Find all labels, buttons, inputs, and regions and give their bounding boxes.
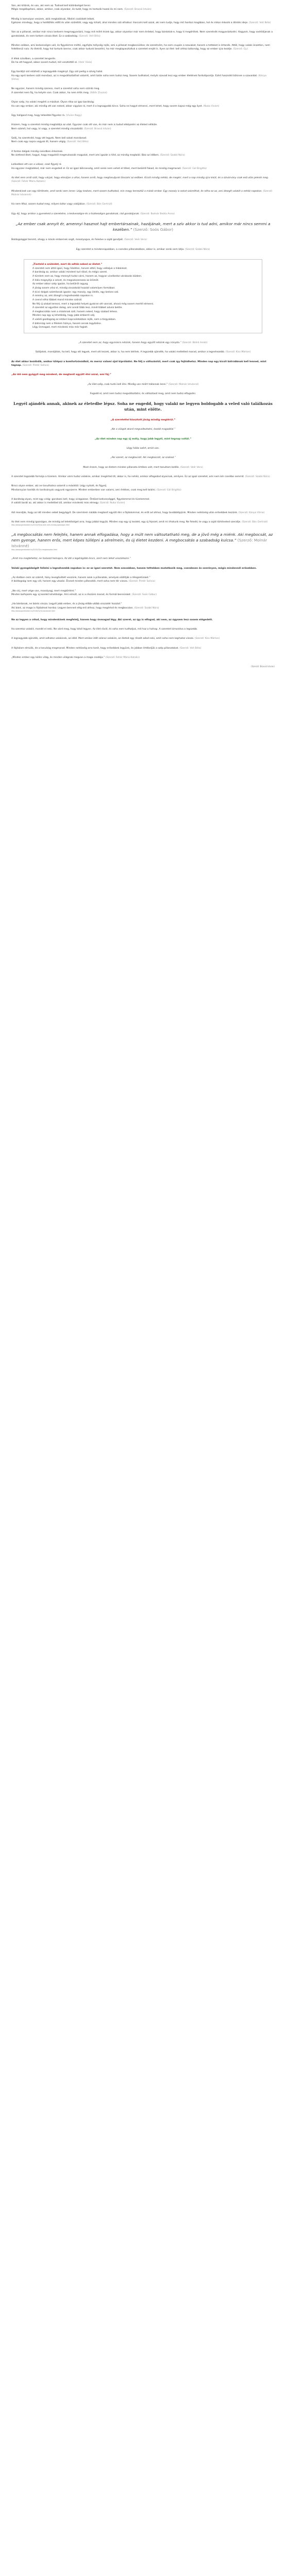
spacer (11, 377, 275, 383)
quote-body: http://www.gondolatok.hu/2014/05/az-elet-nem-mindig-igazsagos.html (11, 524, 70, 527)
quote-text (11, 488, 275, 492)
quote-text (11, 557, 275, 561)
quote-text (11, 163, 275, 166)
quote-text (11, 18, 275, 21)
quote-body: Szólj, ha szeretnéd, hogy ott legyek. Nem kell sokat mondanod. (11, 137, 87, 140)
spacer (11, 184, 275, 190)
quote-author: (Kánya Vilma) (11, 74, 267, 81)
quote-body: „Az élet szép, csak tudni kell élni. Mindig van miért hálásnak lenni.” (87, 383, 168, 386)
quote-body: Egy szeretet a mindennapokban, a csendes pillanatokban, akkor is, amikor senki sem látja. (76, 248, 184, 251)
quote-text (11, 21, 275, 25)
quote-text (11, 57, 275, 61)
quote-body: Olyan szép, ha valaki megérti a másikat. Olyan ritka az igaz barátság. (11, 101, 95, 104)
spacer (11, 386, 275, 392)
quote-body: Azt mondják, hogy az idő minden sebet begyógyít. De szerintem inkább megtanít együtt élni a fájdalommal, és erőt ad ahhoz, hogy továbblépjünk. Minden nehézség után erősebbek leszünk. (11, 511, 238, 514)
quote-text (11, 350, 275, 354)
spacer (11, 441, 275, 447)
spacer (11, 527, 275, 532)
page-signature: (Szerző: Brassó István) (251, 665, 275, 668)
spacer (11, 12, 275, 18)
quote-author: (Szerző: Soós Gábor) (133, 227, 174, 232)
quote-text (11, 140, 275, 144)
spacer (11, 396, 275, 401)
quote-body: Az élet nem arról szól, hogy várjuk, hogy elmúljon a vihar, hanem arról, hogy megtanuljunk táncolni az esőben. Kicsit mindig nehéz, de megéri, mert a nap mindig újra kisüt, és a szivárvány csak eső után jelenik meg. (11, 176, 269, 179)
spacer (11, 117, 275, 123)
quote-body: Az élet nem mindig igazságos, de mindig ad lehetőséget arra, hogy jobbá tegyük. Minden nap egy új kezdet, egy új fejezet, amit mi írhatunk meg. Ne feledd, te vagy a saját történeted szerzője. (11, 521, 241, 524)
spacer (11, 413, 275, 418)
box-quote: A kicsi dolgok számítanak igazán: egy mosoly, egy ölelés, egy kedves szó. (32, 291, 119, 294)
spacer (11, 432, 275, 437)
quote-author: (Szerző: Gál Brigitta) (156, 488, 181, 492)
spacer (11, 631, 275, 637)
box-quote: A csend néha többet mond minden szónál. (32, 298, 82, 301)
spacer (11, 622, 275, 628)
quote-body: „Az életben nem az számít, hány levegővételt veszünk, hanem azok a pillanatok, amelyek elállítják a lélegzetünket.” (11, 576, 150, 579)
quote-body: Valaki gyengédségét fellelni a legnehezebb napokon is: ez az igazi szeretet. Nem szavakban, hanem tettekben mutatkozik meg, csendesen és szerényen, mégis mindennél erősebben. (11, 567, 257, 570)
spacer (11, 171, 275, 176)
quote-author: (Szerző: Gál Brigitta) (182, 167, 207, 170)
spacer (11, 216, 275, 222)
quote-box (24, 259, 262, 333)
quote-body: Aki bánt, az maga is fájdalmat hordoz. Legyen benned elég erő ahhoz, hogy megértsd és megbocsáss. (11, 606, 133, 609)
quote-text (11, 114, 275, 117)
quote-text (11, 576, 275, 580)
quote-text (11, 44, 275, 52)
quote-body: „Minden ember egy külön világ, és minden világnak megvan a maga csodája.” (11, 656, 105, 659)
quote-body: „Az élet minden nap egy új esély, hogy jobb legyél, mint tegnap voltál.” (94, 437, 192, 440)
spacer (11, 492, 275, 498)
spacer (11, 335, 275, 341)
quote-body: De ha ott hagyod, akkor sosem tudod, mit vesztettél el. (11, 61, 78, 64)
spacer (11, 25, 275, 30)
quote-body: Nincs olyan ember, aki ne tanulhatna valamit a másiktól. Légy nyitott, és figyelj. (11, 485, 107, 488)
quote-text (11, 647, 275, 650)
quote-body: Úgy hallgasd meg, hogy lelkeddel figyelsz rá. (11, 114, 65, 117)
spacer (11, 460, 275, 466)
quote-text (11, 580, 275, 583)
quote-text (11, 567, 275, 570)
quote-body: Ne az legyen a célod, hogy mindenkinek megfelelj, hanem hogy önmagad légy. Aki szeret, az így is elfogad, aki nem, az úgysem lesz sosem elégedett. (11, 618, 213, 621)
spacer (11, 505, 275, 511)
spacer (11, 584, 275, 589)
box-quote: A szeretet nem attól igazi, hogy hibátlan, hanem attól, hogy vállaljuk a hibáinkat. (32, 267, 127, 270)
spacer (11, 81, 275, 87)
quote-body: A valódi barát az, aki akkor is melletted áll, amikor mindenki más elmegy. (11, 502, 99, 505)
quote-body: A barátság olyan, mint egy virág: gondozni kell, hogy virágozzon. Öntözd kedvességgel, figyelemmel és türelemmel. (11, 498, 150, 501)
quote-text (11, 466, 275, 469)
quote-author: (Szerző: Gy.) (233, 48, 248, 51)
quote-text (11, 8, 275, 11)
spacer (11, 450, 275, 456)
quote-body: A szeretet nem fáj, ha helyén van. Csak akkor, ha nem értik meg. (11, 91, 90, 94)
quote-author: (Szerző: Bálint Anikó) (182, 342, 208, 345)
quote-author: (Szerző: Veit Béla) (78, 35, 100, 38)
quote-text (11, 532, 275, 549)
spacer (11, 641, 275, 647)
quote-text (11, 105, 275, 108)
quote-text (11, 373, 275, 377)
spacer (11, 345, 275, 350)
spacer (11, 469, 275, 475)
quote-author: (Szerző: Nuka Vivien) (99, 502, 125, 505)
quote-author: (Szerző: Szabó Nóra) (134, 606, 159, 609)
quote-text (11, 418, 275, 422)
spacer (11, 52, 275, 57)
quote-body: Ha van egy ember, aki mindig ott van neked, akkor vigyázz rá, mert ő a legnagyobb kincs. Soha ne hagyd elmenni, mert lehet, hogy sosem kapsz még egy ilyet. (11, 105, 203, 108)
box-quote: Az ember akkor szép igazán, ha belülről ragyog. (32, 283, 89, 286)
spacer (11, 131, 275, 137)
quote-text (11, 202, 275, 206)
spacer (11, 613, 275, 618)
quote-text (11, 222, 275, 232)
quote-text (11, 74, 275, 82)
quote-author: (Szerző: Fehér Mária Katalin) (11, 180, 46, 183)
quote-text (11, 501, 275, 505)
quote-text (11, 137, 275, 140)
spacer (11, 422, 275, 428)
spacer (11, 659, 275, 665)
quote-page (0, 0, 286, 681)
quote-body: Hiszem, hogy a szeretet mindig megtalálja az utat. Egyszer csak ott van, és már nem is tudod elképzelni az életed nélküle. (11, 124, 158, 127)
quote-body: Lelkedben ott van a válasz, csak figyelj rá. (11, 163, 62, 166)
quote-author: (Veér Viola) (78, 61, 92, 64)
quote-body: Ha szeretsz valakit, mondd el neki. Ne várd meg, hogy késő legyen. Az élet rövid, és soha nem tudhatjuk, mit hoz a holnap. A szeretet kimondva a legszebb. (11, 628, 198, 631)
quote-body: Szóljatok, mondjátok, ha kell, hogy ott legyek, mert ott leszek, akkor is, ha nem kéritek. A legszebb ajándék, ha valaki melletted marad, amikor a legnehezebb. (35, 351, 225, 354)
quote-author: (Szerző: Bodnár Beáta Anna) (140, 212, 175, 215)
quote-author: (Szerző: Molnár Istvánné) (11, 190, 273, 196)
quote-text (11, 628, 275, 631)
quote-text (11, 360, 275, 368)
box-quote: A megbocsátás nem a másiknak szól, hanem neked, hogy szabad lehess. (32, 310, 118, 313)
quote-body: Légy hálás azért, amid van. (126, 447, 160, 450)
quote-text (11, 392, 275, 396)
quote-body: Ha egy apró kedves szót mondasz, az is megváltoztathat valamit, amit talán soha nem tudsz meg. Sosem tudhatod, melyik szavad lesz egy ember életének fordulópontja. Ezért használd bölcsen a szavaidat. (11, 74, 258, 77)
quote-author: (Szerző: Veit Béla) (179, 647, 201, 650)
quote-author: (Szerző: Szabó Nóra) (160, 154, 185, 157)
quote-text (11, 154, 275, 157)
quote-author: (Szerző: Brassó István) (83, 127, 111, 130)
quote-body: Most érzem, hogy az életem minden pillanata értékes volt, mert tanultam belőle. (83, 466, 180, 469)
quote-author: (Szerző: Molnár Istvánné) (11, 537, 267, 548)
quote-text (11, 606, 275, 610)
quote-body: A szeretet legszebb formája a türelem. Amikor várni tudsz valakire, amikor megérted őt, akkor is, ha nehéz, amikor elfogadod olyannak, amilyen. Ez az igazi szeretet, ami nem kér cserébe semmit. (11, 475, 245, 478)
spacer (11, 597, 275, 602)
spacer (11, 561, 275, 567)
quote-text (11, 176, 275, 184)
quote-text (11, 91, 275, 95)
quote-author: (Szerző: Molnár Istvánné) (169, 383, 199, 386)
quote-body: Ne egyszer, hanem mindig szeress, mert a szeretet soha nem szűnik meg. (11, 88, 100, 91)
quote-body: Az élet akkor kezdődik, amikor kilépsz a komfortzónádból, és mersz valami újat kipróbálni. Ne félj a változástól, mert csak így fejlődhetsz. Minden nap egy kicsit bátrabbnak kell lenned, mint tegnap. (11, 360, 266, 367)
quote-body: „Az idő nem gyógyít meg mindent, de megtanít együtt élni azzal, ami fáj.” (11, 374, 111, 377)
quote-text (11, 484, 275, 488)
spacer (11, 108, 275, 114)
quote-body: „Ne a vilagot akard megvaltoztatni, kezdd magaddal.” (110, 428, 176, 431)
quote-body: Fogadd el, amit nem tudsz megváltoztatni, és változtasd meg, amit nem tudsz elfogadni. (90, 393, 196, 396)
quote-author: (Szerző: Veér Vera) (180, 466, 203, 469)
quote-author: (Szerző: Szabó Nóra) (185, 248, 210, 251)
quote-body: „Ne sírj, mert vége van, mosolyogj, mert megtörtént.” (11, 589, 76, 592)
quote-author: (Szerző: Fehér Mária Katalin) (105, 656, 140, 659)
quote-body: Egy barátjó szó elűzheti a legnagyobb magányt. Egy szó pedig a szívig hatol. (11, 71, 103, 74)
quote-author: (Szerző: Pintér Szilvia) (22, 364, 49, 367)
quote-text (11, 447, 275, 450)
quote-body: Minden szóban, ami kedvességre vall, és figyelemre méltó, egyfajta mélység rejlik, ami a pillanat megbecsülése; de szeretném, ha nem csupán a szavakat, hanem a tetteket is értenék. Attól, hogy valaki önzetlen, nem feltétlenül naiv. Az életről, hogy hol tartunk benne, csak akkor tudunk beszélni, ha már megtapasztaltuk a szeretet erejét is. Ilyen az élet: kell ahhoz bátorság, hogy az ember újra kezdje. (11, 44, 271, 51)
quote-body: Mégis megállapítani, akkor, amikor, csak olyankor, és tudd, hogy mi tartozik hozzá és mi nem. (11, 8, 124, 11)
quote-body: Mindannyian tanítók és tanítványok vagyunk egyszerre. Minden emberben van valami, ami értékes, csak meg kell találni. (11, 488, 156, 492)
quote-text (11, 100, 275, 104)
quote-text (11, 498, 275, 501)
spacer (11, 38, 275, 44)
spacer (11, 251, 275, 257)
box-quote: Ne félj új utakat keresni, mert a legszebb helyek gyakran ott vannak, ahová még sosem mertél elmenni. (32, 302, 154, 306)
quote-author: (Szerző: Veit Béla) (249, 22, 271, 25)
box-quote: Minden nap egy új lehetőség, hogy jobb emberré válj. (32, 314, 95, 317)
quote-body: A fájdalom elmúlik, de a tanulság megmarad. Minden nehézség arra tanít, hogy erősebbek legyünk, és jobban értékeljük a szép pillanatokat. (11, 647, 179, 650)
spacer (11, 354, 275, 360)
quote-author: (Nuka Vivien) (203, 105, 220, 108)
quote-author: (Szerző: Bán Gertrúd) (242, 521, 268, 524)
quote-body: Minden befejezés egy új kezdet lehetősége. Ami elmúlt, az is a részünk marad, és formál bennünket. (11, 593, 131, 596)
spacer (11, 367, 275, 373)
box-quote: A remény az, ami átsegít a legnehezebb napokon is. (32, 295, 94, 298)
quote-text (11, 190, 275, 197)
quote-text (11, 383, 275, 386)
quote-body: Boldogsággal teremt, ahogy a másik embernek segít, mosolyogva, és feledve a saját gondjait. (11, 239, 124, 242)
quote-text (11, 212, 275, 216)
quote-body: A boldogság nem egy cél, hanem egy utazás. Élvezd minden pillanatát, mert soha nem tér vissza. (11, 580, 128, 583)
quote-body: „Az ember csak annyit ér, amennyi hasznot hajt embertársainak, hazájának, mert a szív akkor is tud adni, amikor már nincs semmi a kezében.” (15, 222, 271, 232)
quote-text (11, 123, 275, 127)
quote-body: Van, aki kitűnik, és van, aki nem az. Tudnod kell különbséget tenni. (11, 5, 91, 7)
quote-body: „Amit ma megtehetsz, ne halaszd holnapra. Az idő a legdrágább kincs, amit nem lehet visszahozni.” (11, 557, 131, 561)
quote-text (11, 593, 275, 597)
quote-author: (Szerző: Bán Gertrúd) (86, 203, 112, 206)
quote-body: Nem számít, hol vagy, ki vagy, a szeretet mindig visszatalál. (11, 127, 83, 130)
spacer (11, 95, 275, 100)
quote-text (11, 618, 275, 622)
quote-text (11, 602, 275, 606)
spacer (11, 207, 275, 212)
box-quote: A szeretet az egyetlen dolog, ami annál több lesz, minél többet adunk belőle. (32, 307, 123, 310)
quote-body: Egészen mindegy, hogy a holdtöltés előtt és után születtél, vagy egy kihalt, ahol minden szó elhalkul. Harcolni kell azzal, aki nem tudja, hogy mit hordoz magában, hol és mikor érkezik a döntés ideje. (11, 22, 248, 25)
quote-body: Ha nem félsz, sosem tudod meg, milyen bátor vagy valójában. (11, 203, 86, 206)
box-quote: A hála megnyitja a szívet, és megsokszorozza az örömöt. (32, 279, 99, 282)
quote-text (11, 238, 275, 242)
box-quote: A valódi gazdagság az emberi kapcsolatokban rejlik, nem a tárgyakban. (32, 318, 116, 321)
box-quote: A bátorság nem a félelem hiánya, hanem annak legyőzése. (32, 322, 102, 325)
quote-author: (Szerző: Kiss Márton) (225, 351, 251, 354)
quote-text (11, 167, 275, 171)
quote-text (11, 511, 275, 515)
box-quote: A jóság sosem vész el, mindig visszatalál hozzád valamilyen formában. (32, 287, 115, 290)
quote-author: (Szerző: Brassó István) (124, 8, 152, 11)
quote-body: http://www.gondolatok.hu/2015/03/a-megbocsatas.html (11, 549, 58, 551)
spacer (11, 157, 275, 163)
quote-text (11, 637, 275, 640)
box-quote: A türelem nem az, hogy mennyit tudsz várni, hanem az, hogyan viselkedsz várakozás közben. (32, 275, 142, 278)
spacer (11, 242, 275, 248)
box-quote: „Tiszteld a szüleidet, mert ők adták neked az életet.” (32, 263, 103, 266)
quote-text (11, 70, 275, 74)
quote-text (11, 428, 275, 431)
quote-body: Mindenkinek van egy története, amit senki sem ismer. Légy kedves, mert sosem tudhatod, min megy keresztül a másik ember. Egy mosoly is sokat számíthat, és néha ez az, ami átsegít valakit a nehéz napokon. (11, 190, 262, 193)
quote-body: Van az a pillanat, amikor már nincs kedvem megmagyarázni, hogy mit miért érzek így, akkor olyankor már nem érdekel, hogy bántotok-e, hogy ti megértitek. Nem szeretnék magyarázkodni. Hagyom, hogy sodródjanak a gondolatok, és nem tartom vissza őket. Ez a szabadság. (11, 31, 273, 38)
quote-body: Nem csak egy napra vagyok itt, hanem végig. (11, 141, 66, 144)
quote-text (11, 475, 275, 479)
quote-body: Ne siettesd őket, hagyd, hogy maguktól megmutassák magukat, mert ami igazán a tiéd, az mindig megtalál. Bízz az időben. (11, 154, 160, 157)
quote-body: „A megbocsátás nem felejtés, hanem annak elfogadása, hogy a múlt nem változtatható meg, de a jövő még a miénk. Aki megbocsát, az nem gyenge, hanem erős, mert képes túllépni a sérelmein, és új életet kezdeni. A megbocsátás a szabadság kulcsa.” (11, 532, 273, 543)
quote-body: A fontos dolgok mindig csendben érkeznek. (11, 150, 63, 153)
spacer (11, 479, 275, 484)
quote-text (11, 87, 275, 91)
spacer (11, 197, 275, 202)
quote-text (11, 589, 275, 593)
box-quote: Légy önmagad, mert mindenki más már foglalt. (32, 326, 88, 329)
quote-text (11, 4, 275, 8)
quote-text (11, 401, 275, 412)
quote-body: Úgy élj, hogy amikor a gyerekeid a szeretetre, a kedvességre és a tisztességre gondolnak, rád gondoljanak. (11, 212, 140, 215)
quote-author: (Szerző: Pintér Szilvia) (128, 580, 156, 583)
quote-body: Legyél ajándék annak, akinek az életedbe lépsz. Soha ne engedd, hogy valaki ne legyen boldogabb a veled való találkozás után, mint előtte. (13, 401, 273, 412)
quote-author: (Szerző: Kánya Vilma) (239, 511, 265, 514)
quote-text (11, 341, 275, 345)
spacer (11, 64, 275, 70)
quote-text (11, 127, 275, 131)
quote-body: „A szeretet nem az, hogy egymásra nézünk, hanem hogy együtt nézünk egy irányba.” (78, 342, 181, 345)
quote-text (11, 61, 275, 64)
quote-body: Mindig is komolyan veszem, akik megtalálnak, főként csalódott lelkek. (11, 18, 95, 21)
quote-author: (Sőtér Zsuzsa) (90, 91, 107, 94)
quote-text (11, 150, 275, 154)
spacer (11, 515, 275, 520)
quote-text (11, 456, 275, 460)
spacer (11, 650, 275, 656)
quote-author: (Szerző: Veit Béla) (66, 141, 89, 144)
quote-author: (Vivien Nagy) (65, 114, 82, 117)
quote-body: A lélek szívében, a szeretet tengerén. (11, 57, 56, 60)
quote-author: (Szerző: Veér Vera) (124, 239, 147, 242)
quote-text (11, 30, 275, 38)
box-quote: A barátság az, amikor valaki mindent tud rólad, és mégis szeret. (32, 271, 108, 274)
quote-author: (Szerző: Soós Gábor) (131, 593, 157, 596)
quote-body: „Aki szeret, az megbocsát. Aki megbocsát, az szabad.” (110, 456, 176, 460)
quote-body: „Ha bántanak, ne bánts vissza. Legyél jobb ember, és a jóság előbb-utóbb visszatér hozzád.” (11, 603, 122, 606)
quote-text (11, 656, 275, 659)
quote-author: (Szerző: Kiss Márton) (194, 637, 220, 640)
quote-body: Ha egyszer megtalálod, már nem engeded el. Ez az igazi bölcsesség, amit senki nem vehet el tőled, mert belülről fakad, és mindig megmarad. (11, 167, 181, 170)
spacer (11, 232, 275, 238)
quote-text (11, 437, 275, 441)
spacer (11, 144, 275, 150)
quote-body: http://www.gondolatok.hu/2016/01/ha-bantanak.html (11, 609, 56, 612)
spacer (11, 570, 275, 576)
quote-body: „A szeretettel kiosztott jóság mindig megtérül.” (110, 418, 176, 421)
quote-body: A legnagyobb ajándék, amit adhatsz valakinek, az időd. Mert amikor időt szánsz valakire, az életed egy részét adod neki, amit soha nem kaphatsz vissza. (11, 637, 194, 640)
quote-text (11, 248, 275, 251)
spacer (11, 551, 275, 557)
quote-author: (Szerző: Szabó Nóra) (245, 475, 270, 478)
